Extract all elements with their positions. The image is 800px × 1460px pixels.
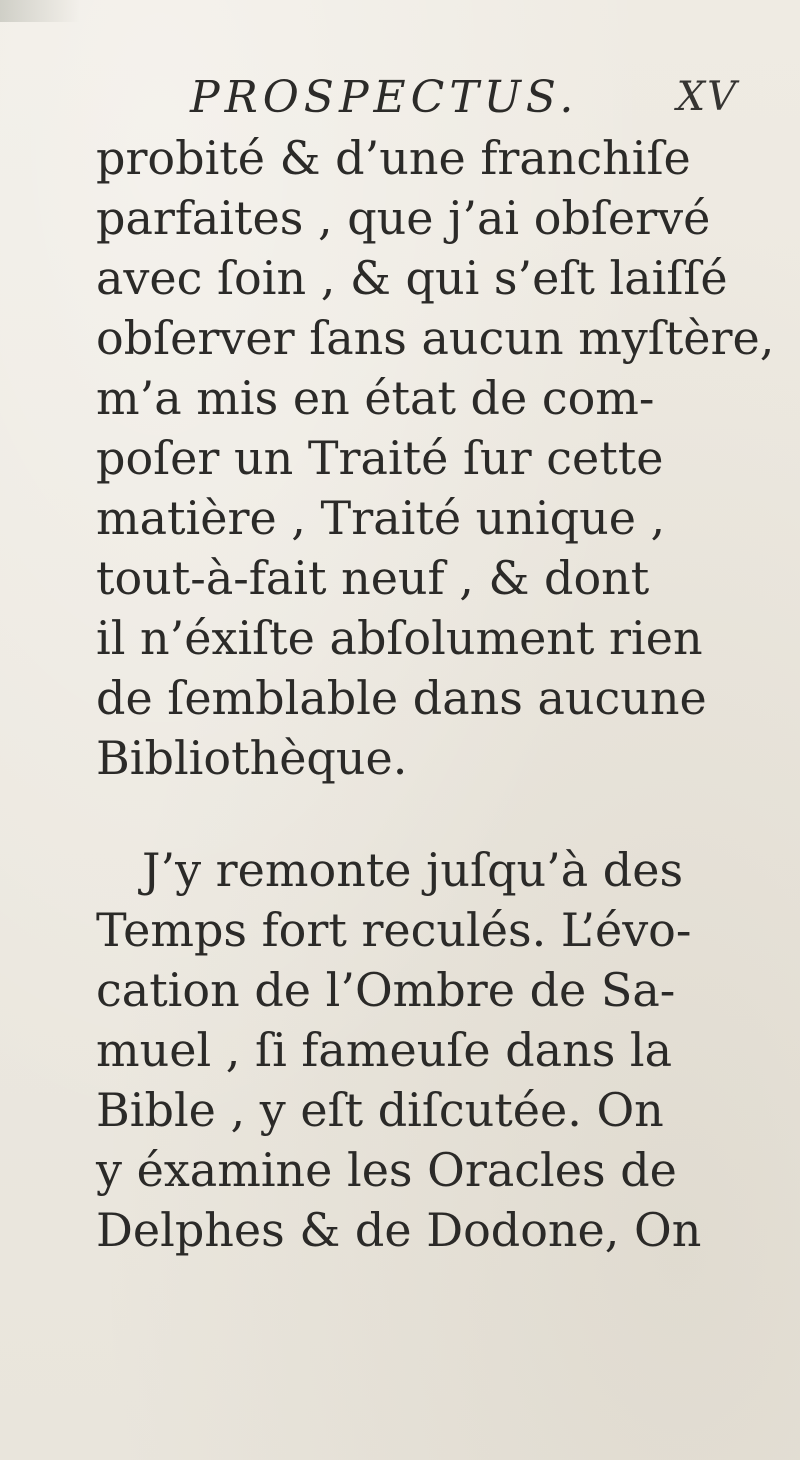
text-line: obſerver ſans aucun myſtère, <box>96 311 775 365</box>
text-line: poſer un Traité ſur cette <box>96 431 664 485</box>
text-line: muel , ſi fameuſe dans la <box>96 1023 673 1077</box>
text-line: Delphes & de Dodone, On <box>96 1203 702 1257</box>
body-text <box>96 128 776 1260</box>
paragraph-2 <box>96 840 776 1260</box>
page-corner-shadow <box>0 0 80 22</box>
text-line: parfaites , que j’ai obſervé <box>96 191 711 245</box>
text-line: Temps fort reculés. L’évo- <box>96 903 692 957</box>
text-line: Bibliothèque. <box>96 731 408 785</box>
text-line: il n’éxiſte abſolument rien <box>96 611 703 665</box>
text-line: y éxamine les Oracles de <box>96 1143 677 1197</box>
text-line: de ſemblable dans aucune <box>96 671 707 725</box>
text-line: probité & d’une franchiſe <box>96 131 691 185</box>
text-line: cation de l’Ombre de Sa- <box>96 963 676 1017</box>
text-line: Bible , y eſt diſcutée. On <box>96 1083 664 1137</box>
text-line: m’a mis en état de com- <box>96 371 655 425</box>
text-line: avec ſoin , & qui s’eſt laiſſé <box>96 251 728 305</box>
paragraph-spacer <box>96 788 776 840</box>
text-line: J’y remonte juſqu’à des <box>142 843 684 897</box>
paragraph-1 <box>96 128 776 788</box>
page-number: XV <box>676 74 738 120</box>
running-head: PROSPECTUS. <box>190 72 579 123</box>
text-line: matière , Traité unique , <box>96 491 666 545</box>
text-line: tout-à-fait neuf , & dont <box>96 551 650 605</box>
